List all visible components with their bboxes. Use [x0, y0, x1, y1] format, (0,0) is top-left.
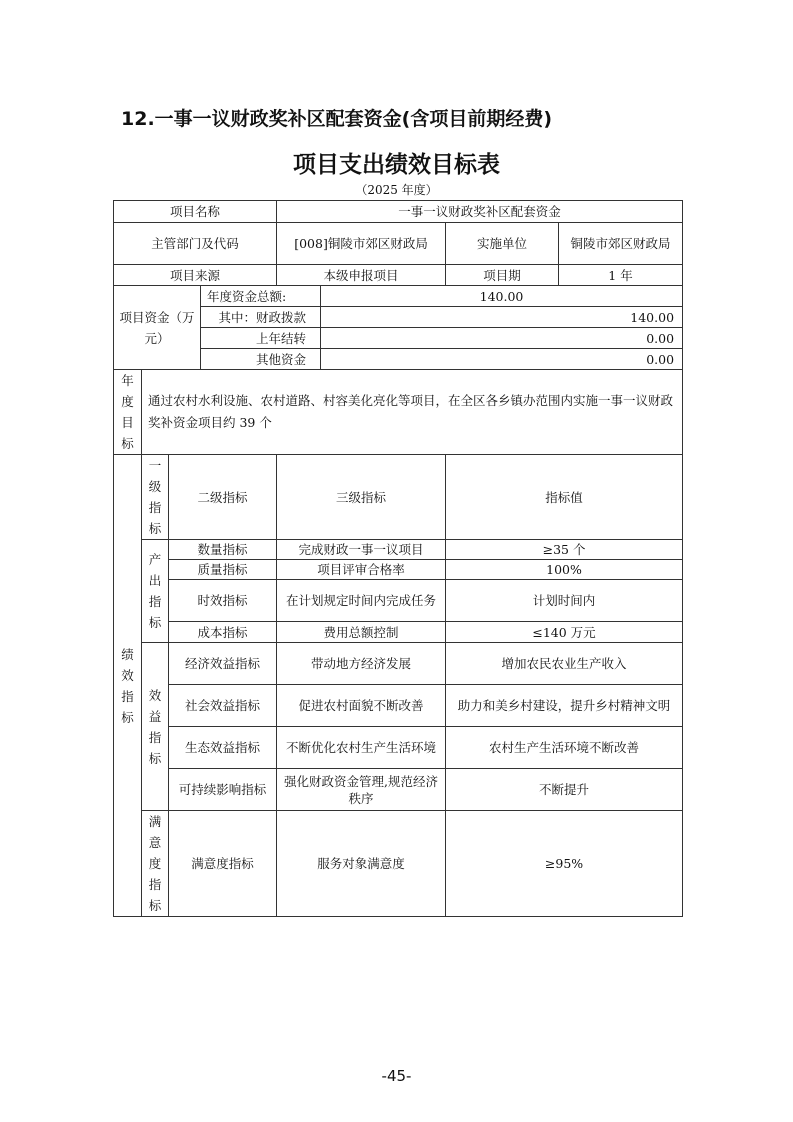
- table-row: [114, 622, 683, 643]
- indicator-level2: 数量指标: [169, 540, 277, 560]
- indicator-level3: 完成财政一事一议项目: [277, 540, 446, 560]
- indicator-level3: 不断优化农村生产生活环境: [277, 727, 446, 769]
- indicator-level3: 促进农村面貌不断改善: [277, 685, 446, 727]
- source-label: 项目来源: [114, 265, 277, 286]
- section-heading: 12.一事一议财政奖补区配套资金(含项目前期经费): [121, 108, 553, 130]
- indicator-value: ≤140 万元: [446, 622, 683, 643]
- indicator-level2: 质量指标: [169, 560, 277, 580]
- header-level1: 一级指标: [142, 455, 169, 540]
- perf-indicators-label: 绩效指标: [114, 455, 142, 917]
- header-level2: 二级指标: [169, 455, 277, 540]
- fiscal-year: （2025 年度）: [355, 183, 438, 197]
- benefit-indicators-label: 效益指标: [142, 643, 169, 811]
- table-row: [114, 769, 683, 811]
- implementer-value: 铜陵市郊区财政局: [559, 223, 683, 265]
- table-row: [114, 685, 683, 727]
- page-title: 项目支出绩效目标表: [293, 152, 500, 178]
- period-label: 项目期: [446, 265, 559, 286]
- funds-total-label: 年度资金总额:: [201, 286, 321, 307]
- header-value: 指标值: [446, 455, 683, 540]
- department-label: 主管部门及代码: [114, 223, 277, 265]
- indicator-level2: 生态效益指标: [169, 727, 277, 769]
- funds-carry-value: 0.00: [321, 328, 683, 349]
- output-indicators-label: 产出指标: [142, 540, 169, 643]
- table-row: [114, 540, 683, 560]
- annual-goal-text: 通过农村水利设施、农村道路、村容美化亮化等项目，在全区各乡镇办范围内实施一事一议财政奖补资金项目约 39 个: [142, 370, 683, 455]
- table-row: [114, 580, 683, 622]
- table-row: [114, 265, 683, 286]
- indicator-level2: 时效指标: [169, 580, 277, 622]
- satisfaction-indicators-label: 满意度指标: [142, 811, 169, 917]
- performance-table: [113, 200, 683, 917]
- indicator-value: 不断提升: [446, 769, 683, 811]
- table-row: [114, 455, 683, 540]
- header-level3: 三级指标: [277, 455, 446, 540]
- table-row: [114, 201, 683, 223]
- funds-carry-label: 上年结转: [201, 328, 321, 349]
- table-row: [114, 643, 683, 685]
- project-name-label: 项目名称: [114, 201, 277, 223]
- indicator-value: 农村生产生活环境不断改善: [446, 727, 683, 769]
- funds-fiscal-value: 140.00: [321, 307, 683, 328]
- indicator-level3: 服务对象满意度: [277, 811, 446, 917]
- indicator-value: 助力和美乡村建设，提升乡村精神文明: [446, 685, 683, 727]
- period-value: 1 年: [559, 265, 683, 286]
- indicator-level2: 经济效益指标: [169, 643, 277, 685]
- indicator-value: 100%: [446, 560, 683, 580]
- indicator-level3: 费用总额控制: [277, 622, 446, 643]
- indicator-level2: 社会效益指标: [169, 685, 277, 727]
- funds-fiscal-label: 其中：财政拨款: [201, 307, 321, 328]
- funds-other-value: 0.00: [321, 349, 683, 370]
- indicator-level3: 强化财政资金管理,规范经济秩序: [277, 769, 446, 811]
- page-number: -45-: [381, 1067, 412, 1085]
- source-value: 本级申报项目: [277, 265, 446, 286]
- table-row: [114, 560, 683, 580]
- funds-total-value: 140.00: [321, 286, 683, 307]
- indicator-level3: 在计划规定时间内完成任务: [277, 580, 446, 622]
- indicator-level3: 带动地方经济发展: [277, 643, 446, 685]
- implementer-label: 实施单位: [446, 223, 559, 265]
- funds-other-label: 其他资金: [201, 349, 321, 370]
- indicator-value: 计划时间内: [446, 580, 683, 622]
- table-row: [114, 223, 683, 265]
- indicator-level3: 项目评审合格率: [277, 560, 446, 580]
- indicator-value: 增加农民农业生产收入: [446, 643, 683, 685]
- indicator-value: ≥35 个: [446, 540, 683, 560]
- indicator-level2: 成本指标: [169, 622, 277, 643]
- indicator-level2: 可持续影响指标: [169, 769, 277, 811]
- table-row: [114, 370, 683, 455]
- indicator-level2: 满意度指标: [169, 811, 277, 917]
- table-row: [114, 286, 683, 307]
- annual-goal-label: 年度目标: [114, 370, 142, 455]
- funds-label: 项目资金（万元）: [114, 286, 201, 370]
- table-row: [114, 811, 683, 917]
- table-row: [114, 727, 683, 769]
- department-value: [008]铜陵市郊区财政局: [277, 223, 446, 265]
- indicator-value: ≥95%: [446, 811, 683, 917]
- project-name-value: 一事一议财政奖补区配套资金: [277, 201, 683, 223]
